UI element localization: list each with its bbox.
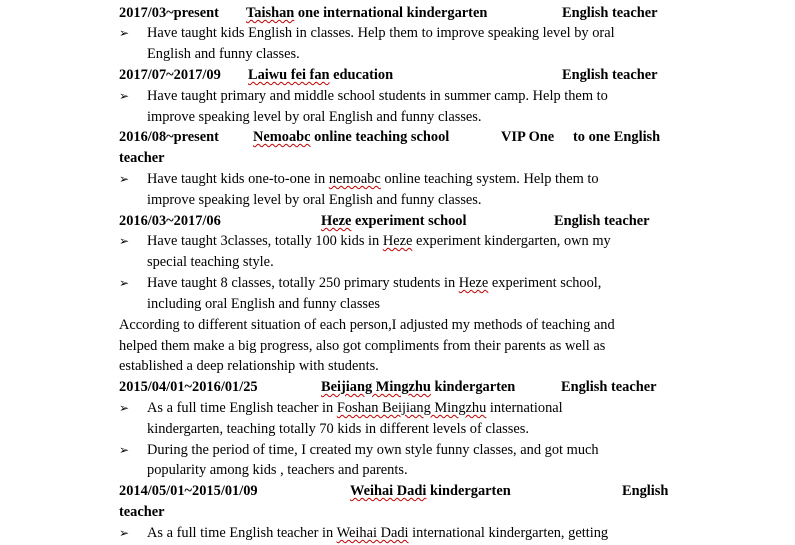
entry-1-dates: 2017/03~present: [119, 5, 219, 21]
entry-2-bullet-1-line-1: Have taught primary and middle school students in summer camp. Help them to: [147, 88, 608, 104]
entry-5-bullet-2-line-1: During the period of time, I created my own style funny classes, and got much: [147, 442, 599, 458]
entry-2-dates: 2017/07~2017/09: [119, 67, 221, 83]
entry-4-bullet-1-line-2: special teaching style.: [147, 254, 274, 270]
bullet-arrow-icon: ➢: [119, 276, 130, 290]
entry-5-role: English teacher: [561, 379, 657, 395]
entry-3-role-continued: teacher: [119, 150, 165, 166]
bullet-arrow-icon: ➢: [119, 89, 130, 103]
entry-3-dates: 2016/08~present: [119, 129, 219, 145]
entry-3-role-a: VIP One: [501, 129, 555, 145]
bullet-arrow-icon: ➢: [119, 234, 130, 248]
entry-4-paragraph-line-2: helped them make a big progress, also got compliments from their parents as well as: [119, 338, 606, 354]
entry-2-organization: Laiwu fei fan education: [248, 67, 394, 83]
entry-6-role: English: [622, 483, 669, 499]
entry-4-paragraph-line-3: established a deep relationship with students.: [119, 358, 379, 374]
entry-4-bullet-2-line-2: including oral English and funny classes: [147, 296, 381, 312]
entry-3-bullet-1-line-1: Have taught kids one-to-one in nemoabc online teaching system. Help them to: [147, 171, 599, 187]
entry-4-organization: Heze experiment school: [321, 213, 467, 229]
entry-3-bullet-1-line-2: improve speaking level by oral English and funny classes.: [147, 192, 482, 208]
entry-3-organization: Nemoabc online teaching school: [253, 129, 450, 145]
bullet-arrow-icon: ➢: [119, 172, 130, 186]
entry-1-heading: [119, 3, 219, 23]
bullet-arrow-icon: ➢: [119, 443, 130, 457]
entry-6-dates: 2014/05/01~2015/01/09: [119, 483, 258, 499]
entry-6-bullet-1-line-1: As a full time English teacher in Weihai Dadi international kindergarten, getting: [147, 525, 609, 541]
entry-5-bullet-1-line-1: As a full time English teacher in Foshan Beijiang Mingzhu international: [147, 400, 563, 416]
entry-4-bullet-2-line-1: Have taught 8 classes, totally 250 primary students in Heze experiment school,: [147, 275, 602, 291]
entry-2-bullet-1-line-2: improve speaking level by oral English and funny classes.: [147, 109, 482, 125]
entry-5-bullet-1-line-2: kindergarten, teaching totally 70 kids in different levels of classes.: [147, 421, 529, 437]
entry-4-role: English teacher: [554, 213, 650, 229]
bullet-arrow-icon: ➢: [119, 26, 130, 40]
entry-1-organization: Taishan one international kindergarten: [246, 5, 488, 21]
entry-5-bullet-2-line-2: popularity among kids , teachers and parents.: [147, 462, 408, 478]
entry-4-bullet-1-line-1: Have taught 3classes, totally 100 kids in Heze experiment kindergarten, own my: [147, 233, 611, 249]
bullet-arrow-icon: ➢: [119, 401, 130, 415]
entry-1-role: English teacher: [562, 5, 658, 21]
entry-4-dates: 2016/03~2017/06: [119, 213, 221, 229]
entry-5-dates: 2015/04/01~2016/01/25: [119, 379, 258, 395]
entry-1-bullet-1-line-2: English and funny classes.: [147, 46, 300, 62]
entry-5-organization: Beijiang Mingzhu kindergarten: [321, 379, 516, 395]
entry-2-role: English teacher: [562, 67, 658, 83]
entry-6-role-continued: teacher: [119, 504, 165, 520]
entry-6-organization: Weihai Dadi kindergarten: [350, 483, 511, 499]
entry-4-paragraph-line-1: According to different situation of each person,I adjusted my methods of teaching and: [119, 317, 615, 333]
entry-3-role-b: to one English: [573, 129, 661, 145]
entry-1-bullet-1-line-1: Have taught kids English in classes. Help them to improve speaking level by oral: [147, 25, 615, 41]
bullet-arrow-icon: ➢: [119, 526, 130, 540]
